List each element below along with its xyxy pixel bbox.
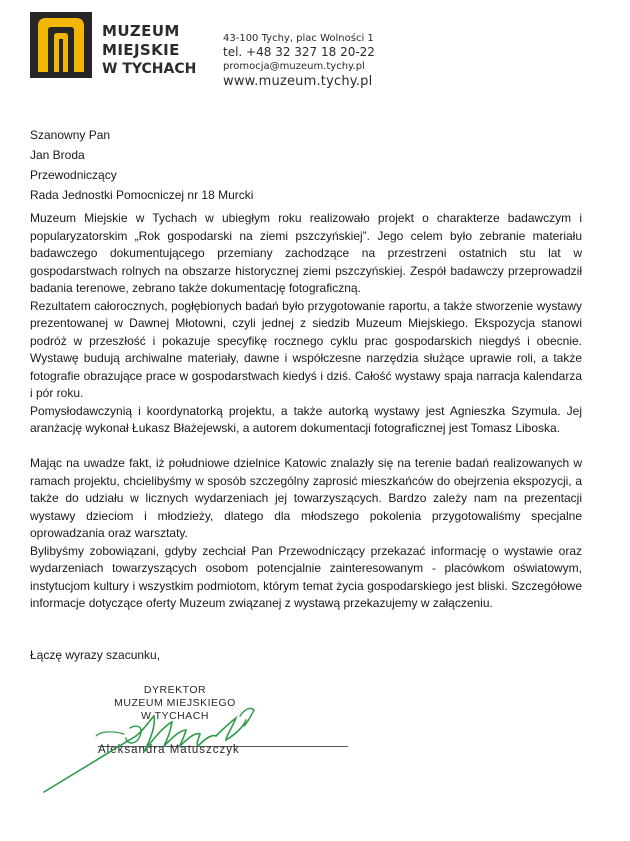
paragraph-1: Muzeum Miejskie w Tychach w ubiegłym roku realizowało projekt o charakterze badawczym i popularyzatorskim „Rok gospodarski na ziemi pszczyńskiej”. Jego celem było zebranie materiału badawczego dokumentującego przemiany zachodzące na przestrzeni ostatnich stu lat w gospodarstwach rolnych na obszarze historycznej ziemi pszczyńskiej. Zespół badawczy przeprowadził badania terenowe, zebrano także dokumentację fotograficzną. [30,211,582,295]
museum-name-line1: MUZEUM [102,22,180,40]
recipient-role: Przewodniczący [30,168,117,182]
paragraph-5: Bylibyśmy zobowiązani, gdyby zechciał Pan Przewodniczący przekazać informację o wystawie oraz wydarzeniach towarzyszących osobom potencjalnie zainteresowanym - placówkom oświatowym, instytucjom kultury i wszystkim podmiotom, którym temat życia gospodarskiego jest bliski. Szczegółowe informacje dotyczące oferty Muzeum związanej z wystawą przekazujemy w załączeniu. [30,543,582,610]
letter-body [30,210,582,613]
contact-info [223,32,403,90]
recipient-name: Jan Broda [30,148,85,162]
closing: Łączę wyrazy szacunku, [30,648,161,662]
paragraph-2: Rezultatem całorocznych, pogłębionych badań było przygotowanie raportu, a także stworzenie wystawy prezentowanej w Dawnej Młotowni, czyli jednej z siedzib Muzeum Miejskiego. Ekspozycja stanowi podróż w przeszłość i pokazuje specyfikę rocznego cyklu prac gospodarskich niegdyś i obecnie. Wystawę budują archiwalne materiały, dawne i współczesne narzędzia służące uprawie roli, a także fotografie obrazujące prace w gospodarstwach kiedyś i dziś. Całość wystawy spaja narracja kalendarza i pór roku. [30,298,582,400]
salutation: Szanowny Pan [30,128,111,142]
museum-logo [30,12,92,78]
letterhead [30,12,375,89]
paragraph-4: Mając na uwadze fakt, iż południowe dzielnice Katowic znalazły się na terenie badań realizowanych w ramach projektu, chcielibyśmy w sposób szczególny zaprosić mieszkańców do obejrzenia ekspozycji, a także do udziału w licznych wydarzeniach jej towarzyszących. Bardzo zależy nam na prezentacji wystawy dzieciom i młodzieży, dlatego dla młodszego pokolenia przygotowaliśmy specjalne oprowadzania oraz warsztaty. [30,456,582,540]
museum-name-line2: MIEJSKIE [102,41,180,59]
museum-name [102,22,196,79]
signatory-name: Aleksandra Matuszczyk [98,744,240,756]
recipient-organization: Rada Jednostki Pomocniczej nr 18 Murcki [30,188,254,202]
email: promocja@muzeum.tychy.pl [223,61,365,72]
recipient-block [30,125,253,205]
paragraph-3: Pomysłodawczynią i koordynatorką projektu, a także autorką wystawy jest Agnieszka Szymula. Jej aranżację wykonał Łukasz Błażejewski, a autorem dokumentacji fotograficznej jest Tomasz Liboska. [30,403,582,435]
stamp-line3: W TYCHACH [141,710,209,722]
museum-name-line3: W TYCHACH [102,61,197,77]
address: 43-100 Tychy, plac Wolności 1 [223,33,374,44]
stamp-line1: DYREKTOR [143,684,207,696]
phone: tel. +48 32 327 18 20-22 [223,45,375,59]
stamp-line2: MUZEUM MIEJSKIEGO [114,697,236,709]
website: www.muzeum.tychy.pl [223,74,373,89]
signature-block [40,680,340,800]
handwritten-signature [40,680,340,800]
